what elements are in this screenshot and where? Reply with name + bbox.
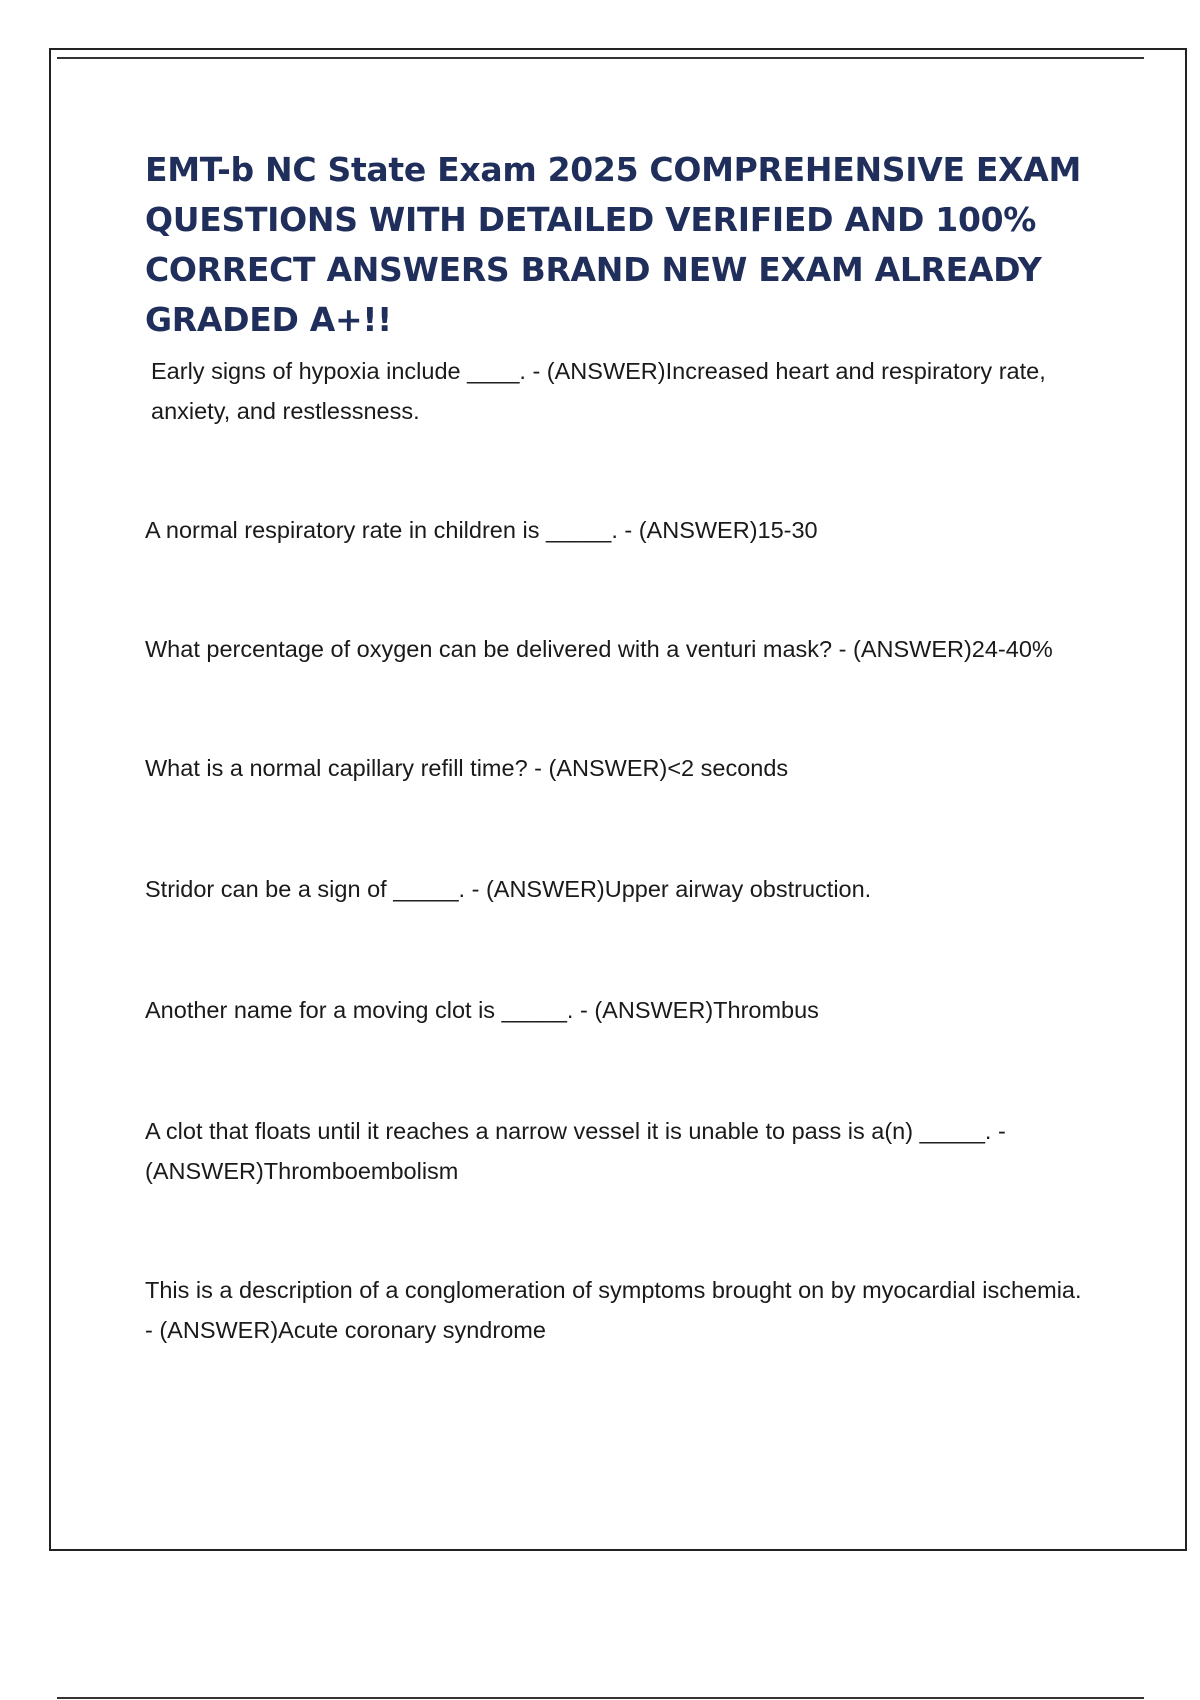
qa-item-6: Another name for a moving clot is _____. - (ANSWER)Thrombus	[145, 997, 819, 1023]
question-list	[145, 351, 1095, 1350]
qa-item-7: A clot that floats until it reaches a narrow vessel it is unable to pass is a(n) _____. - (ANSWER)Thromboembolism	[145, 1118, 1006, 1184]
document-body	[145, 145, 1095, 1350]
document-title: EMT-b NC State Exam 2025 COMPREHENSIVE EXAM QUESTIONS WITH DETAILED VERIFIED AND 100% CORRECT ANSWERS BRAND NEW EXAM ALREADY GRADED A+!!	[145, 150, 1082, 339]
qa-item-5: Stridor can be a sign of _____. - (ANSWER)Upper airway obstruction.	[145, 876, 872, 902]
footer-rule	[57, 1697, 1144, 1699]
qa-item-2: A normal respiratory rate in children is _____. - (ANSWER)15-30	[145, 517, 818, 543]
qa-item-4: What is a normal capillary refill time? - (ANSWER)<2 seconds	[145, 755, 789, 781]
qa-item-8: This is a description of a conglomeration of symptoms brought on by myocardial ischemia. - (ANSWER)Acute coronary syndrome	[145, 1277, 1082, 1343]
qa-item-3: What percentage of oxygen can be delivered with a venturi mask? - (ANSWER)24-40%	[145, 636, 1053, 662]
qa-item-1: Early signs of hypoxia include ____. - (ANSWER)Increased heart and respiratory rate, anxiety, and restlessness.	[151, 358, 1046, 424]
